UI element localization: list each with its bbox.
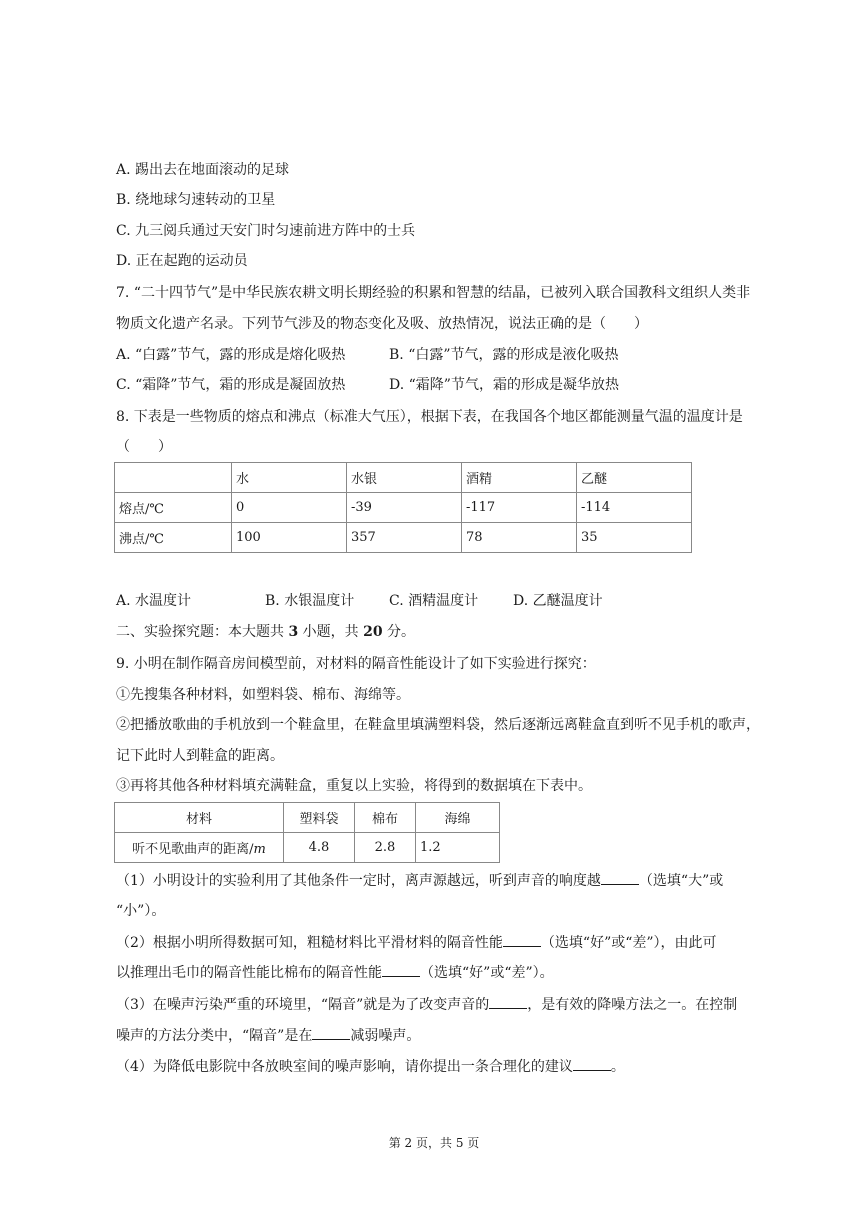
section-heading-suffix: 分。 (382, 624, 416, 640)
table-cell: 35 (577, 523, 692, 553)
melting-boiling-table (114, 462, 692, 553)
table-header-cell: 棉布 (355, 803, 416, 833)
q8-option-d: D. 乙醚温度计 (513, 593, 603, 609)
section-score: 20 (363, 624, 383, 640)
q9-part4-text: 。 (610, 1059, 625, 1075)
q6-option-c: C. 九三阅兵通过天安门时匀速前进方阵中的士兵 (116, 223, 416, 239)
table-cell: 357 (347, 523, 462, 553)
q6-option-b: B. 绕地球匀速转动的卫星 (116, 192, 276, 208)
q9-part2-line1 (116, 932, 717, 953)
answer-blank[interactable] (573, 1056, 611, 1071)
table-header-cell: 乙醚 (577, 463, 692, 493)
q9-step2-line1: ②把播放歌曲的手机放到一个鞋盒里，在鞋盒里填满塑料袋，然后逐渐远离鞋盒直到听不见手机的歌声， (116, 717, 760, 733)
q7-option-c: C. “霜降”节气，霜的形成是凝固放热 (116, 377, 346, 393)
table-row (115, 523, 692, 553)
table-header-cell: 水银 (347, 463, 462, 493)
q9-part4-text: （4）为降低电影院中各放映室间的噪声影响，请你提出一条合理化的建议 (116, 1059, 573, 1075)
section-question-count: 3 (288, 624, 299, 640)
q9-intro: 9. 小明在制作隔音房间模型前，对材料的隔音性能设计了如下实验进行探究： (116, 656, 596, 672)
q9-part2-text: （选填“好”或“差”）。 (420, 965, 554, 981)
table-cell: -117 (462, 493, 577, 523)
table-cell: 78 (462, 523, 577, 553)
q7-stem-line2: 物质文化遗产名录。下列节气涉及的物态变化及吸、放热情况，说法正确的是（ ） (116, 316, 648, 332)
table-header-row (115, 803, 500, 833)
q6-option-a: A. 踢出去在地面滚动的足球 (116, 162, 290, 178)
q6-option-d: D. 正在起跑的运动员 (116, 253, 248, 269)
table-cell: -114 (577, 493, 692, 523)
section-heading-mid: 小题，共 (298, 624, 364, 640)
q8-stem-line2: （ ） (116, 439, 172, 455)
q8-option-a: A. 水温度计 (116, 593, 192, 609)
q9-part1-text: （选填“大”或 (638, 873, 724, 889)
table-cell: 2.8 (355, 833, 416, 863)
q8-stem-line1: 8. 下表是一些物质的熔点和沸点（标准大气压），根据下表，在我国各个地区都能测量气温的温度计是 (116, 409, 743, 425)
q9-part3-text: 减弱噪声。 (350, 1028, 421, 1044)
answer-blank[interactable] (312, 1025, 350, 1040)
table-header-cell: 水 (232, 463, 347, 493)
answer-blank[interactable] (601, 870, 639, 885)
table-row (115, 833, 500, 863)
q9-part1-line1 (116, 870, 723, 891)
q9-part3-text: ，是有效的降噪方法之一。在控制 (527, 997, 738, 1013)
q8-option-c: C. 酒精温度计 (389, 593, 479, 609)
q9-part4-line1 (116, 1056, 625, 1077)
q9-step3: ③再将其他各种材料填充满鞋盒，重复以上实验，将得到的数据填在下表中。 (116, 778, 592, 794)
q9-part1-text: （1）小明设计的实验利用了其他条件一定时，离声源越远，听到声音的响度越 (116, 873, 601, 889)
table-header-cell: 海绵 (416, 803, 500, 833)
q9-part2-line2 (116, 962, 554, 983)
table-row (115, 493, 692, 523)
q7-option-a: A. “白露”节气，露的形成是熔化吸热 (116, 347, 346, 363)
table-cell: 0 (232, 493, 347, 523)
table-cell: 熔点/℃ (115, 493, 232, 523)
q9-part3-text: （3）在噪声污染严重的环境里，“隔音”就是为了改变声音的 (116, 997, 490, 1013)
q9-part1-line2: “小”）。 (116, 903, 166, 919)
table-cell: 4.8 (284, 833, 355, 863)
q7-option-d: D. “霜降”节气，霜的形成是凝华放热 (389, 377, 619, 393)
table-row-label (115, 833, 284, 863)
q9-part3-text: 噪声的方法分类中，“隔音”是在 (116, 1028, 313, 1044)
q7-stem-line1: 7. “二十四节气”是中华民族农耕文明长期经验的积累和智慧的结晶，已被列入联合国教科文组织人类非 (116, 285, 751, 301)
row-label-unit: m (253, 842, 266, 857)
table-header-cell: 材料 (115, 803, 284, 833)
table-header-cell: 塑料袋 (284, 803, 355, 833)
q9-part3-line2 (116, 1025, 420, 1046)
q9-part2-text: 以推理出毛巾的隔音性能比棉布的隔音性能 (116, 965, 382, 981)
q9-step2-line2: 记下此时人到鞋盒的距离。 (116, 748, 284, 764)
table-cell: 1.2 (416, 833, 500, 863)
table-header-row (115, 463, 692, 493)
q9-part3-line1 (116, 994, 737, 1015)
q9-part2-text: （2）根据小明所得数据可知，粗糙材料比平滑材料的隔音性能 (116, 935, 503, 951)
sound-insulation-table (114, 802, 500, 863)
q8-option-b: B. 水银温度计 (265, 593, 355, 609)
answer-blank[interactable] (382, 962, 420, 977)
row-label-text: 听不见歌曲声的距离/ (132, 842, 254, 857)
page-footer: 第 2 页，共 5 页 (388, 1136, 480, 1150)
table-cell: 100 (232, 523, 347, 553)
q9-part2-text: （选填“好”或“差”），由此可 (540, 935, 717, 951)
table-header-cell (115, 463, 232, 493)
q9-step1: ①先搜集各种材料，如塑料袋、棉布、海绵等。 (116, 687, 410, 703)
table-header-cell: 酒精 (462, 463, 577, 493)
section-heading-prefix: 二、实验探究题：本大题共 (116, 624, 289, 640)
answer-blank[interactable] (503, 932, 541, 947)
q7-option-b: B. “白露”节气，露的形成是液化吸热 (389, 347, 619, 363)
section-heading (116, 622, 415, 642)
table-cell: 沸点/℃ (115, 523, 232, 553)
table-cell: -39 (347, 493, 462, 523)
answer-blank[interactable] (489, 994, 527, 1009)
